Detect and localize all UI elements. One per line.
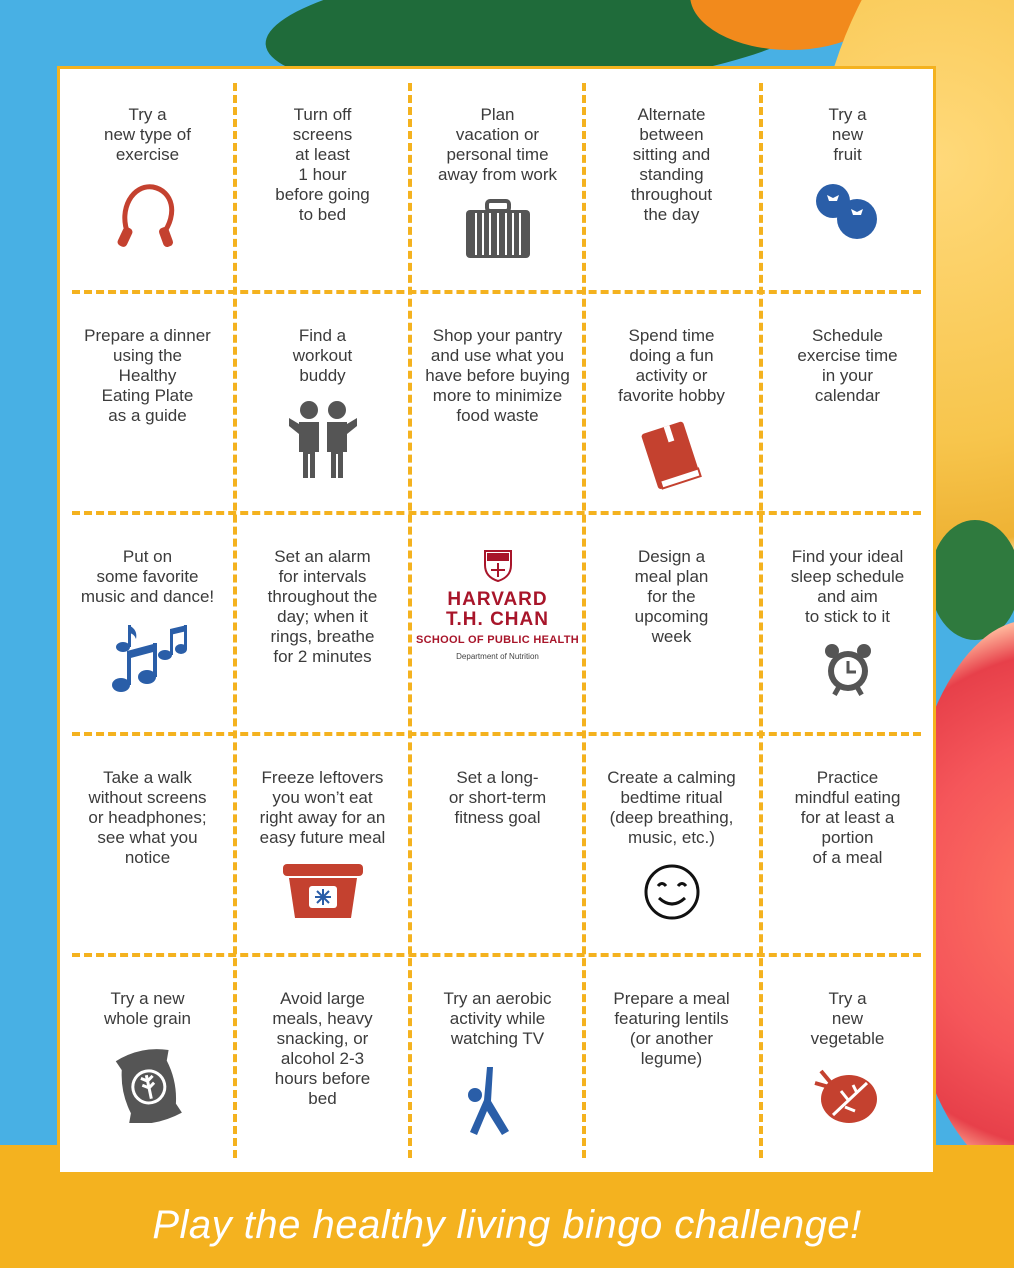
bingo-square-text: Alternate between sitting and standing throughout the day [630,105,713,224]
bingo-square-text: Try a new whole grain [104,989,191,1028]
book-icon [637,420,707,492]
bingo-square [235,69,410,290]
bingo-square [760,953,935,1174]
vegetable-icon [811,1063,885,1127]
bingo-square [584,290,759,511]
shield-icon [483,549,513,583]
bingo-square-text: Design a meal plan for the upcoming week [634,547,709,646]
buddies-icon [285,400,361,480]
bingo-card [57,66,936,1175]
bingo-square [760,290,935,511]
bingo-square [760,732,935,953]
bingo-square-text: Try an aerobic activity while watching TV [443,989,552,1048]
jump-rope-icon [108,179,188,249]
bingo-square-text: Avoid large meals, heavy snacking, or alcohol 2-3 hours before bed [272,989,373,1108]
bingo-square [60,290,235,511]
alarm-clock-icon [820,641,876,697]
logo-line1: HARVARD [447,589,548,610]
bingo-square-text: Prepare a meal featuring lentils (or another legume) [613,989,730,1068]
bingo-grid [60,69,933,1172]
bingo-square-text: Put on some favorite music and dance! [80,547,215,606]
bingo-square [60,69,235,290]
freezer-container-icon [281,862,365,922]
bingo-square [60,732,235,953]
harvard-chan-logo [416,549,579,661]
bingo-square-text: Set a long- or short-term fitness goal [448,768,547,827]
bingo-square [60,953,235,1174]
bingo-square [235,290,410,511]
bingo-square [410,290,585,511]
blueberries-icon [813,179,883,243]
bingo-square [410,69,585,290]
bingo-square [584,69,759,290]
music-notes-icon [109,621,187,697]
bingo-square-text: Shop your pantry and use what you have before buying more to minimize food waste [425,326,570,425]
logo-line3: SCHOOL OF PUBLIC HEALTH [416,634,579,646]
bingo-square-text: Schedule exercise time in your calendar [797,326,898,405]
bingo-square-text: Find a workout buddy [292,326,353,385]
challenge-caption: Play the healthy living bingo challenge! [152,1203,862,1247]
smiley-icon [642,862,702,922]
logo-line2: T.H. CHAN [446,609,549,630]
bingo-square-text: Take a walk without screens or headphones; see what you notice [88,768,207,867]
bingo-square [235,953,410,1174]
bingo-square [584,953,759,1174]
bingo-square-text: Practice mindful eating for at least a portion of a meal [794,768,901,867]
suitcase-icon [463,199,533,261]
bingo-square [410,732,585,953]
bingo-square-text: Spend time doing a fun activity or favorite hobby [618,326,725,405]
bingo-square-text: Try a new type of exercise [104,105,191,164]
bingo-square [410,953,585,1174]
bingo-square-text: Plan vacation or personal time away from work [437,105,558,184]
bingo-square-text: Turn off screens at least 1 hour before going to bed [275,105,370,224]
bingo-square [235,511,410,732]
leaf-decoration-right [930,520,1014,640]
bingo-square [235,732,410,953]
bingo-square-text: Prepare a dinner using the Healthy Eating Plate as a guide [84,326,211,425]
stretching-figure-icon [463,1063,533,1137]
bingo-square [760,69,935,290]
logo-line4: Department of Nutrition [456,652,539,661]
bingo-square-text: Create a calming bedtime ritual (deep breathing, music, etc.) [607,768,736,847]
grain-sack-icon [111,1043,185,1123]
bingo-square [410,511,585,732]
bingo-square-text: Try a new fruit [828,105,867,164]
bingo-square [60,511,235,732]
bingo-square [584,732,759,953]
bingo-square-text: Try a new vegetable [810,989,885,1048]
bingo-square [760,511,935,732]
bingo-square-text: Freeze leftovers you won’t eat right away for an easy future meal [259,768,386,847]
bingo-square [584,511,759,732]
bingo-square-text: Find your ideal sleep schedule and aim to stick to it [790,547,905,626]
bingo-square-text: Set an alarm for intervals throughout the day; when it rings, breathe for 2 minutes [267,547,378,666]
